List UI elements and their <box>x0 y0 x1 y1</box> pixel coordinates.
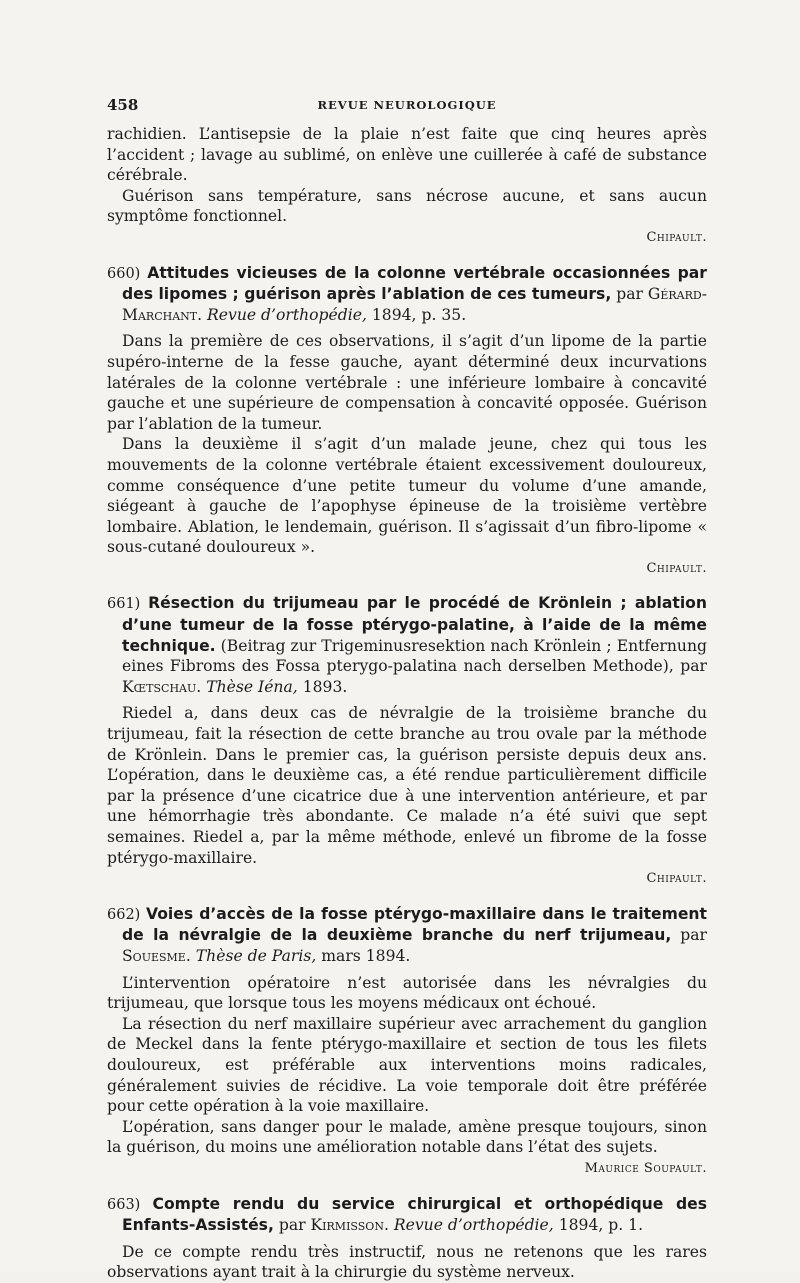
article-number: 660) <box>107 265 141 282</box>
article-title: Résection du trijumeau par le procédé de Krönlein ; ablation d’une tumeur de la fosse ptérygo-palatine, à l’aide de la même technique. <box>122 594 707 655</box>
article-subtitle: (Beitrag zur Trigeminusresektion nach Krönlein ; Entfernung eines Fibroms des Fossa pterygo-palatina nach derselben Methode), par <box>122 636 707 676</box>
signature-text: Chipault. <box>646 229 707 245</box>
article-author: Kœtschau. <box>122 677 202 696</box>
signature-text: Maurice Soupault. <box>584 1160 707 1176</box>
article-662-paragraph-3: L’opération, sans danger pour le malade, amène presque toujours, sinon la guérison, du moins une amélioration notable dans l’état des sujets. <box>107 1117 707 1157</box>
article-661-heading <box>107 593 707 697</box>
article-662-signature <box>107 1159 707 1180</box>
article-title: Voies d’accès de la fosse ptérygo-maxillaire dans le traitement de la névralgie de la deuxième branche du nerf trijumeau, <box>122 904 707 945</box>
article-author: Souesme. <box>122 946 191 965</box>
article-journal: Thèse Iéna, <box>206 677 298 696</box>
article-author: Gérard-Marchant. <box>122 285 707 324</box>
intro-signature <box>107 228 707 249</box>
running-title: REVUE NEUROLOGIQUE <box>317 98 497 112</box>
intro-paragraph-2: Guérison sans température, sans nécrose aucune, et sans aucun symptôme fonctionnel. <box>107 186 707 226</box>
article-ref: 1894, p. 1. <box>553 1216 644 1235</box>
article-title: Attitudes vicieuses de la colonne vertébrale occasionnées par des lipomes ; guérison après l’ablation de ces tumeurs, <box>122 263 707 304</box>
signature-text: Chipault. <box>646 560 707 576</box>
page-number: 458 <box>107 96 139 114</box>
article-663-heading <box>107 1194 707 1236</box>
article-ref: mars 1894. <box>316 946 411 965</box>
article-662-heading <box>107 904 707 967</box>
article-662-paragraph-1: L’intervention opératoire n’est autorisée dans les névralgies du trijumeau, que lorsque tous les moyens médicaux ont échoué. <box>107 973 707 1013</box>
article-by: par <box>671 926 707 945</box>
article-number: 662) <box>107 906 141 923</box>
page-content <box>107 124 707 1283</box>
article-number: 661) <box>107 596 141 613</box>
article-660-heading <box>107 263 707 326</box>
article-by: par <box>273 1216 311 1235</box>
signature-text: Chipault. <box>646 871 707 887</box>
article-title: Compte rendu du service chirurgical et orthopédique des Enfants-Assistés, <box>122 1194 707 1235</box>
article-ref: 1893. <box>297 677 348 696</box>
article-journal: Revue d’orthopédie, <box>207 305 367 324</box>
article-author: Kirmisson. <box>310 1216 389 1235</box>
article-662-paragraph-2: La résection du nerf maxillaire supérieur avec arrachement du ganglion de Meckel dans la fente ptérygo-maxillaire et section de tous les filets douloureux, est préférable aux interventions moins radicales, généralement suivies de récidive. La voie temporale doit être préférée pour cette opération à la voie maxillaire. <box>107 1014 707 1116</box>
article-journal: Thèse de Paris, <box>195 946 317 965</box>
article-660-paragraph-1: Dans la première de ces observations, il s’agit d’un lipome de la partie supéro-interne de la fesse gauche, ayant déterminé deux incurvations latérales de la colonne vertébrale : une inférieure lombaire à concavité gauche et une supérieure de compensation à concavité opposée. Guérison par l’ablation de la tumeur. <box>107 332 707 433</box>
page-header <box>107 96 707 116</box>
article-661-paragraph-1: Riedel a, dans deux cas de névralgie de la troisième branche du trijumeau, fait la résection de cette branche au trou ovale par la méthode de Krönlein. Dans le premier cas, la guérison persiste depuis deux ans. L’opération, dans le deuxième cas, a été rendue particulièrement difficile par la présence d’une cicatrice due à une intervention antérieure, et par une hémorrhagie très abondante. Ce malade n’a été suivi que sept semaines. Riedel a, par la même méthode, enlevé un fibrome de la fosse ptérygo-maxillaire. <box>107 704 707 867</box>
article-number: 663) <box>107 1196 141 1213</box>
article-by: par <box>611 285 648 304</box>
article-661-signature <box>107 869 707 890</box>
article-ref: 1894, p. 35. <box>366 305 467 324</box>
article-660-paragraph-2: Dans la deuxième il s’agit d’un malade jeune, chez qui tous les mouvements de la colonne vertébrale étaient excessivement douloureux, comme conséquence d’une petite tumeur du volume d’une amande, siégeant à gauche de l’apophyse épineuse de la troisième vertèbre lombaire. Ablation, le lendemain, guérison. Il s’agissait d’un fibro-lipome « sous-cutané douloureux ». <box>107 435 707 557</box>
article-663-paragraph-1: De ce compte rendu très instructif, nous ne retenons que les rares observations ayant trait à la chirurgie du système nerveux. <box>107 1242 707 1282</box>
intro-paragraph-1: rachidien. L’antisepsie de la plaie n’est faite que cinq heures après l’accident ; lavage au sublimé, on enlève une cuillerée à café de substance cérébrale. <box>107 125 707 185</box>
article-journal: Revue d’orthopédie, <box>393 1216 554 1235</box>
article-660-signature <box>107 559 707 580</box>
